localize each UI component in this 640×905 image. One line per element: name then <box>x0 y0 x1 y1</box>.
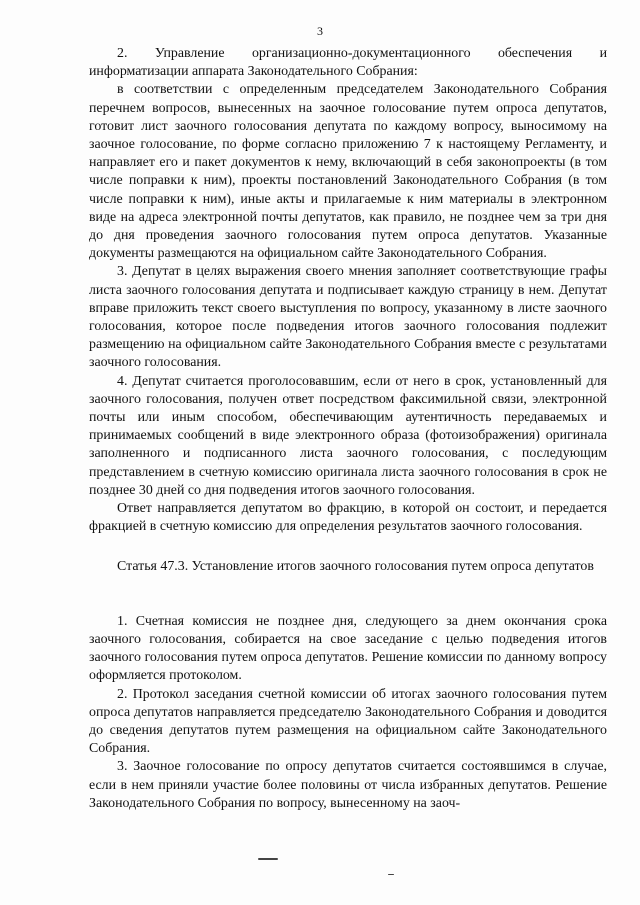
section-2-heading: 2. Управление организационно-документационного обеспечения и информатизации аппарата Законодательного Собрания: <box>89 46 607 80</box>
scan-artifact-mark <box>388 874 394 875</box>
article-point-3: 3. Заочное голосование по опросу депутатов считается состоявшимся в случае, если в нем приняли участие более половины от числа избранных депутатов. Решение Законодательного Собрания по вопросу, вынесенному на заоч- <box>89 759 607 811</box>
page-content <box>89 45 607 813</box>
spacer <box>89 536 607 558</box>
page-number: 3 <box>317 24 323 38</box>
article-heading: Статья 47.3. Установление итогов заочного голосования путем опроса депутатов <box>117 559 594 575</box>
spacer <box>89 577 607 613</box>
article-point-2: 2. Протокол заседания счетной комиссии об итогах заочного голосования путем опроса депутатов направляется председателю Законодательного Собрания и доводится до сведения депутатов путем размещения на официальном сайте Законодательного Собрания. <box>89 686 607 757</box>
scan-artifact-mark <box>258 858 278 860</box>
answer-paragraph: Ответ направляется депутатом во фракцию, в которой он состоит, и передается фракцией в счетную комиссию для определения результатов заочного голосования. <box>89 501 607 535</box>
section-4-paragraph: 4. Депутат считается проголосовавшим, если от него в срок, установленный для заочного голосования, получен ответ посредством факсимильной связи, электронной почты или иным способом, обеспечивающим аутентичность передаваемых и принимаемых сообщений в виде электронного образа (фотоизображения) оригинала заполненного и подписанного листа заочного голосования, с последующим представлением в счетную комиссию оригинала листа заочного голосования в срок не позднее 30 дней со дня подведения итогов заочного голосования. <box>89 373 607 498</box>
article-point-1: 1. Счетная комиссия не позднее дня, следующего за днем окончания срока заочного голосования, собирается на свое заседание с целью подведения итогов заочного голосования путем опроса депутатов. Решение комиссии по данному вопросу оформляется протоколом. <box>89 613 607 684</box>
section-2-body: в соответствии с определенным председателем Законодательного Собрания перечнем вопросов, вынесенных на заочное голосование путем опроса депутатов, готовит лист заочного голосования депутата по каждому вопросу, выносимому на заочное голосование, по форме согласно приложению 7 к настоящему Регламенту, и направляет его и пакет документов к нему, включающий в себя законопроекты (в том числе поправки к ним), проекты постановлений Законодательного Собрания (в том числе поправки к ним), иные акты и прилагаемые к ним материалы в электронном виде на адреса электронной почты депутатов, как правило, не позднее чем за три дня до дня проведения заочного голосования путем опроса депутатов. Указанные документы размещаются на официальном сайте Законодательного Собрания. <box>89 82 607 262</box>
section-3-paragraph: 3. Депутат в целях выражения своего мнения заполняет соответствующие графы листа заочного голосования депутата и подписывает каждую страницу в нем. Депутат вправе приложить текст своего выступления по вопросу, указанному в листе заочного голосования, которое после подведения итогов заочного голосования подлежит размещению на официальном сайте Законодательного Собрания вместе с результатами заочного голосования. <box>89 264 607 371</box>
